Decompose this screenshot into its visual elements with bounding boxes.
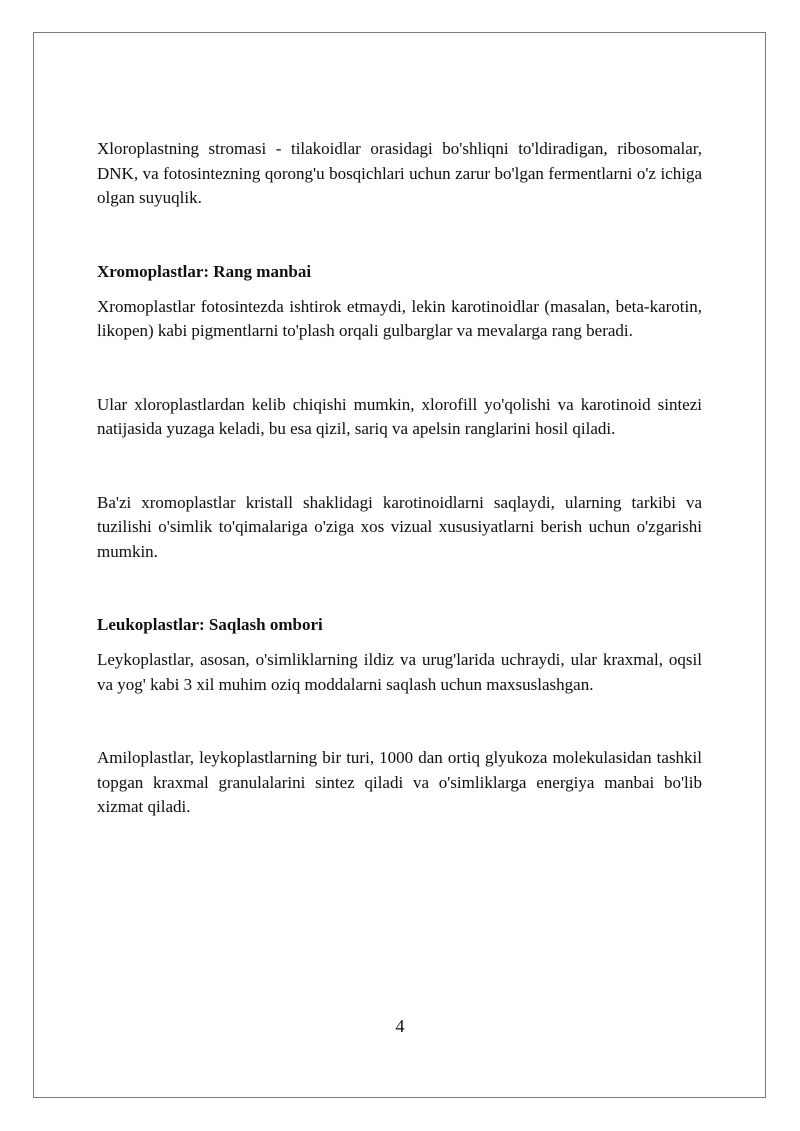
heading-leucoplasts: Leukoplastlar: Saqlash ombori	[97, 615, 323, 634]
paragraph-chromoplasts-crystals: Ba'zi xromoplastlar kristall shaklidagi karotinoidlarni saqlaydi, ularning tarkibi va tuzilishi o'simlik to'qimalariga o'ziga xos vizual xususiyatlarni berish uchun o'zgarishi mumkin.	[97, 492, 702, 561]
heading-chromoplasts: Xromoplastlar: Rang manbai	[97, 261, 312, 281]
paragraph-chromoplasts-intro: Xromoplastlar fotosintezda ishtirok etmaydi, lekin karotinoidlar (masalan, beta-karotin, likopen) kabi pigmentlarni to'plash orqali gulbarglar va mevalarga rang beradi.	[97, 296, 702, 340]
page-content	[97, 137, 702, 820]
page-number: 4	[395, 1016, 405, 1036]
paragraph-stroma: Xloroplastning stromasi - tilakoidlar orasidagi bo'shliqni to'ldiradigan, ribosomalar, DNK, va fotosintezning qorong'u bosqichlari uchun zarur bo'lgan fermentlarni o'z ichiga olgan suyuqlik.	[97, 139, 702, 207]
paragraph-leucoplasts-intro: Leykoplastlar, asosan, o'simliklarning ildiz va urug'larida uchraydi, ular kraxmal, oqsil va yog' kabi 3 xil muhim oziq moddalarni saqlash uchun maxsuslashgan.	[97, 650, 702, 694]
paragraph-chromoplasts-origin: Ular xloroplastlardan kelib chiqishi mumkin, xlorofill yo'qolishi va karotinoid sintezi natijasida yuzaga keladi, bu esa qizil, sariq va apelsin ranglarini hosil qiladi.	[97, 394, 702, 438]
paragraph-amyloplasts: Amiloplastlar, leykoplastlarning bir turi, 1000 dan ortiq glyukoza molekulasidan tashkil topgan kraxmal granulalarini sintez qiladi va o'simliklarga energiya manbai bo'lib xizmat qiladi.	[97, 748, 702, 816]
